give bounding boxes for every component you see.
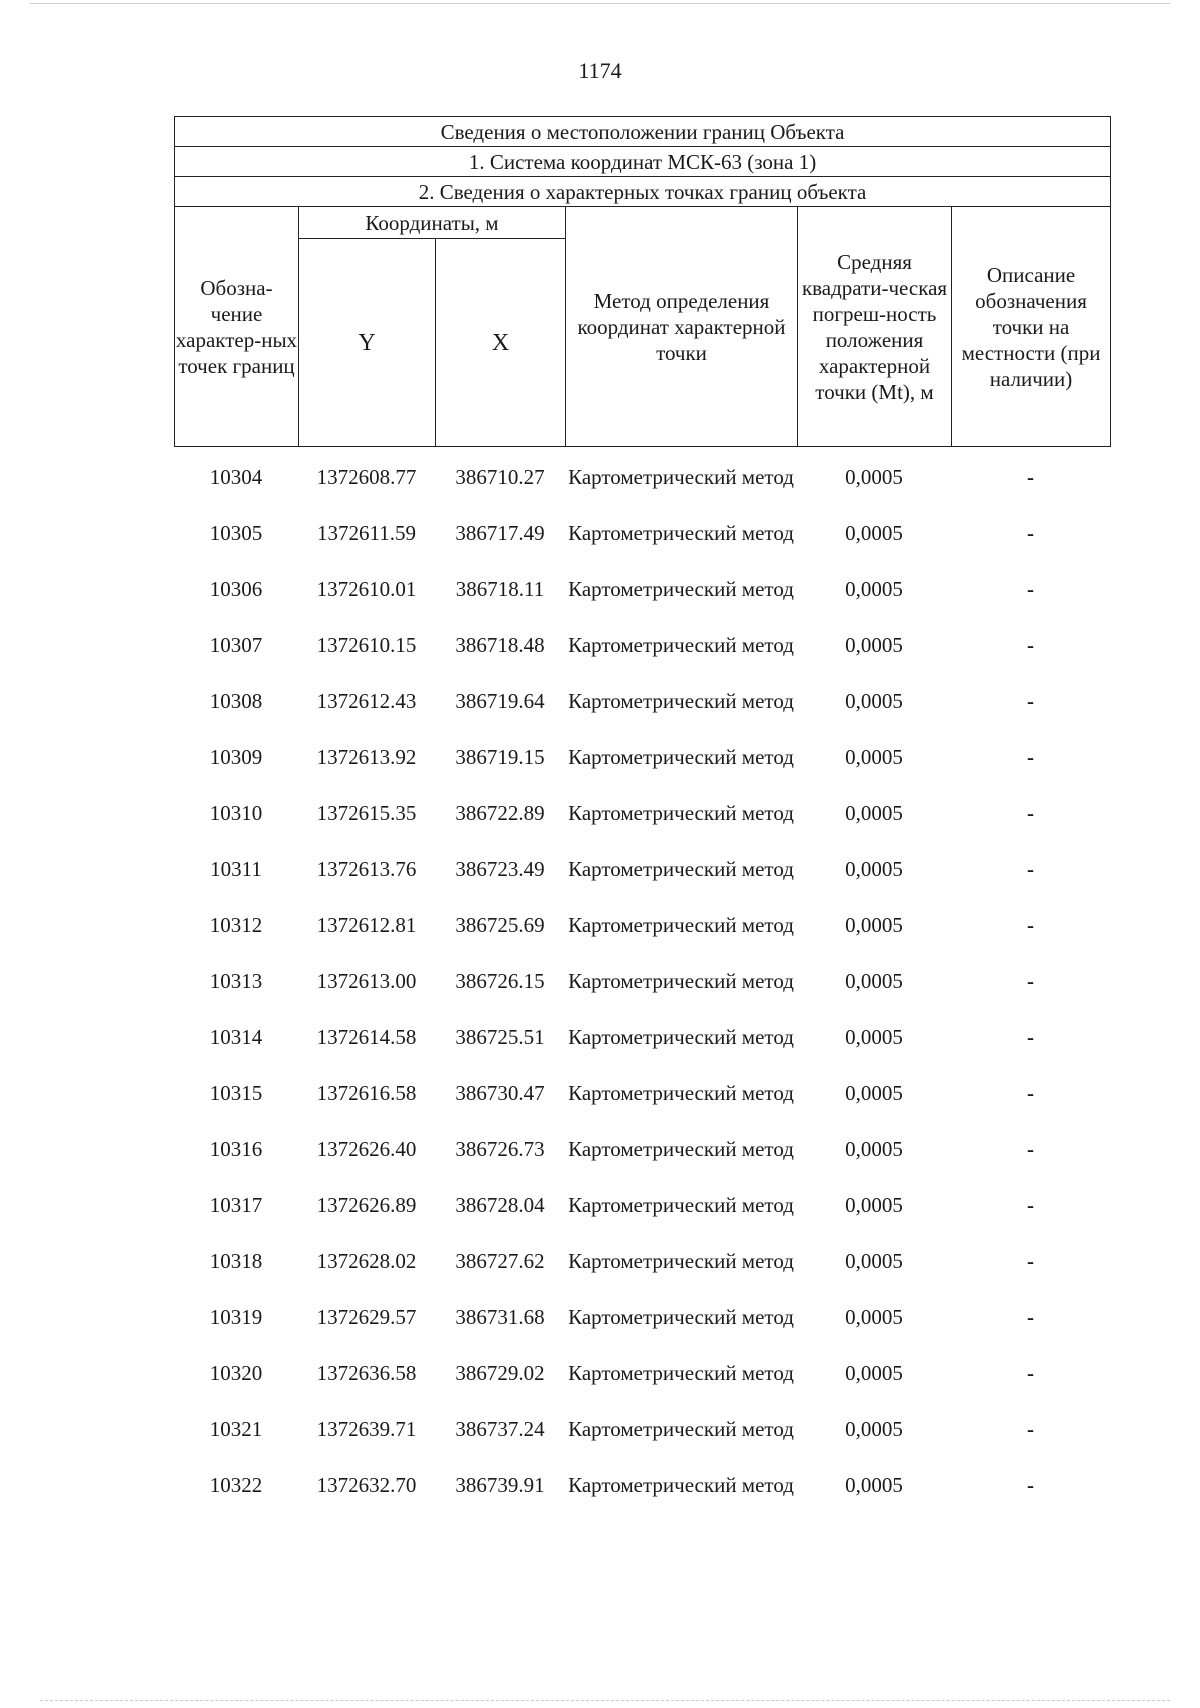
point-id: 10311 <box>210 857 262 881</box>
coordinate-y: 1372626.40 <box>316 1137 417 1161</box>
point-id: 10306 <box>209 577 263 601</box>
point-id: 10309 <box>209 745 263 769</box>
coordinate-x: 386727.62 <box>455 1249 545 1273</box>
mean-square-error: 0,0005 <box>845 1081 903 1105</box>
table-row <box>174 575 1110 631</box>
method: Картометрический метод <box>568 857 794 881</box>
coordinate-x: 386719.15 <box>455 745 545 769</box>
method: Картометрический метод <box>568 745 794 769</box>
top-scan-edge <box>30 3 1170 4</box>
method: Картометрический метод <box>568 1081 794 1105</box>
point-description: - <box>1027 633 1034 657</box>
mean-square-error: 0,0005 <box>845 1193 903 1217</box>
mean-square-error: 0,0005 <box>845 1361 903 1385</box>
coordinate-x: 386710.27 <box>455 465 545 489</box>
mean-square-error: 0,0005 <box>845 1417 903 1441</box>
table-row <box>174 463 1110 519</box>
coordinate-y: 1372610.01 <box>316 577 417 601</box>
coordinate-y: 1372611.59 <box>317 521 416 545</box>
mean-square-error: 0,0005 <box>845 1025 903 1049</box>
point-id: 10308 <box>209 689 263 713</box>
point-description: - <box>1027 857 1034 881</box>
boundary-points-table-header <box>174 116 1111 447</box>
header-error: Средняя квадрати-ческая погреш-ность положения характерной точки (Mt), м <box>798 207 952 447</box>
coordinate-y: 1372632.70 <box>316 1473 417 1497</box>
table-row <box>174 1191 1110 1247</box>
point-description: - <box>1027 745 1034 769</box>
point-id: 10321 <box>209 1417 263 1441</box>
point-id: 10315 <box>209 1081 263 1105</box>
header-coordinates: Координаты, м <box>299 207 566 239</box>
point-description: - <box>1027 1361 1034 1385</box>
table-row <box>174 631 1110 687</box>
coordinate-x: 386718.11 <box>455 577 545 601</box>
point-description: - <box>1027 1081 1034 1105</box>
table-row <box>174 1415 1110 1471</box>
header-designation: Обозна-чение характер-ных точек границ <box>175 207 299 447</box>
mean-square-error: 0,0005 <box>845 577 903 601</box>
method: Картометрический метод <box>568 1361 794 1385</box>
table-row <box>174 855 1110 911</box>
mean-square-error: 0,0005 <box>845 1305 903 1329</box>
point-id: 10319 <box>209 1305 263 1329</box>
coordinate-y: 1372613.00 <box>316 969 417 993</box>
page-number: 1174 <box>578 58 622 83</box>
mean-square-error: 0,0005 <box>845 465 903 489</box>
coordinate-y: 1372629.57 <box>316 1305 417 1329</box>
point-id: 10305 <box>209 521 263 545</box>
coordinate-x: 386722.89 <box>455 801 545 825</box>
point-description: - <box>1027 969 1034 993</box>
method: Картометрический метод <box>568 1137 794 1161</box>
method: Картометрический метод <box>568 801 794 825</box>
method: Картометрический метод <box>568 1193 794 1217</box>
coordinate-x: 386730.47 <box>455 1081 545 1105</box>
boundary-points-rows <box>174 463 1110 1527</box>
coordinate-y: 1372616.58 <box>316 1081 417 1105</box>
point-description: - <box>1027 1025 1034 1049</box>
method: Картометрический метод <box>568 1417 794 1441</box>
table-body <box>174 463 1110 1527</box>
coordinate-y: 1372613.92 <box>316 745 417 769</box>
point-description: - <box>1027 801 1034 825</box>
header-x: X <box>436 239 566 447</box>
table-row <box>174 799 1110 855</box>
header-description: Описание обозначения точки на местности (при наличии) <box>952 207 1111 447</box>
point-id: 10316 <box>209 1137 263 1161</box>
mean-square-error: 0,0005 <box>845 1473 903 1497</box>
table-row <box>174 1359 1110 1415</box>
point-description: - <box>1027 913 1034 937</box>
coordinate-y: 1372615.35 <box>316 801 417 825</box>
point-id: 10310 <box>209 801 263 825</box>
coordinate-y: 1372613.76 <box>316 857 417 881</box>
table-row <box>174 1471 1110 1527</box>
header-method: Метод определения координат характерной точки <box>566 207 798 447</box>
coordinate-x: 386725.51 <box>455 1025 545 1049</box>
points-section-row: 2. Сведения о характерных точках границ объекта <box>175 177 1111 207</box>
point-description: - <box>1027 1305 1034 1329</box>
point-id: 10318 <box>209 1249 263 1273</box>
method: Картометрический метод <box>568 1305 794 1329</box>
table-row <box>174 687 1110 743</box>
coordinate-x: 386719.64 <box>455 689 545 713</box>
point-description: - <box>1027 521 1034 545</box>
coordinate-y: 1372628.02 <box>316 1249 417 1273</box>
method: Картометрический метод <box>568 521 794 545</box>
mean-square-error: 0,0005 <box>845 1137 903 1161</box>
point-description: - <box>1027 1193 1034 1217</box>
mean-square-error: 0,0005 <box>845 969 903 993</box>
point-id: 10322 <box>209 1473 263 1497</box>
coordinate-x: 386728.04 <box>455 1193 545 1217</box>
point-id: 10317 <box>209 1193 263 1217</box>
coordinate-y: 1372626.89 <box>316 1193 417 1217</box>
mean-square-error: 0,0005 <box>845 857 903 881</box>
table-row <box>174 1303 1110 1359</box>
coordinate-x: 386737.24 <box>455 1417 545 1441</box>
method: Картометрический метод <box>568 465 794 489</box>
coordinate-y: 1372639.71 <box>316 1417 417 1441</box>
coordinate-y: 1372636.58 <box>316 1361 417 1385</box>
mean-square-error: 0,0005 <box>845 521 903 545</box>
coordinate-x: 386718.48 <box>455 633 545 657</box>
point-id: 10312 <box>209 913 263 937</box>
coordinate-y: 1372612.81 <box>316 913 417 937</box>
coordinate-x: 386726.73 <box>455 1137 545 1161</box>
point-id: 10304 <box>209 465 263 489</box>
mean-square-error: 0,0005 <box>845 745 903 769</box>
table-row <box>174 967 1110 1023</box>
mean-square-error: 0,0005 <box>845 633 903 657</box>
point-description: - <box>1027 1137 1034 1161</box>
coordinate-y: 1372612.43 <box>316 689 417 713</box>
coordinate-x: 386729.02 <box>455 1361 545 1385</box>
coordinate-y: 1372610.15 <box>316 633 417 657</box>
bottom-scan-edge <box>40 1700 1170 1701</box>
coordinate-system-row: 1. Система координат МСК-63 (зона 1) <box>175 147 1111 177</box>
coordinate-x: 386739.91 <box>455 1473 545 1497</box>
method: Картометрический метод <box>568 969 794 993</box>
table-row <box>174 911 1110 967</box>
coordinate-y: 1372614.58 <box>316 1025 417 1049</box>
mean-square-error: 0,0005 <box>845 1249 903 1273</box>
point-id: 10314 <box>209 1025 263 1049</box>
point-description: - <box>1027 1417 1034 1441</box>
method: Картометрический метод <box>568 913 794 937</box>
coordinate-x: 386717.49 <box>455 521 545 545</box>
point-description: - <box>1027 1473 1034 1497</box>
coordinate-x: 386726.15 <box>455 969 545 993</box>
method: Картометрический метод <box>568 577 794 601</box>
point-description: - <box>1027 1249 1034 1273</box>
method: Картометрический метод <box>568 1249 794 1273</box>
point-id: 10313 <box>209 969 263 993</box>
point-id: 10320 <box>209 1361 263 1385</box>
table-row <box>174 1247 1110 1303</box>
coordinate-y: 1372608.77 <box>316 465 417 489</box>
coordinate-x: 386723.49 <box>455 857 545 881</box>
point-description: - <box>1027 577 1034 601</box>
point-id: 10307 <box>209 633 263 657</box>
table-row <box>174 1079 1110 1135</box>
point-description: - <box>1027 465 1034 489</box>
method: Картометрический метод <box>568 633 794 657</box>
coordinate-x: 386731.68 <box>455 1305 545 1329</box>
method: Картометрический метод <box>568 1473 794 1497</box>
coordinate-x: 386725.69 <box>455 913 545 937</box>
table-row <box>174 1135 1110 1191</box>
table-title: Сведения о местоположении границ Объекта <box>175 117 1111 147</box>
table-row <box>174 743 1110 799</box>
point-description: - <box>1027 689 1034 713</box>
table-row <box>174 1023 1110 1079</box>
header-y: Y <box>299 239 436 447</box>
method: Картометрический метод <box>568 689 794 713</box>
mean-square-error: 0,0005 <box>845 801 903 825</box>
mean-square-error: 0,0005 <box>845 689 903 713</box>
method: Картометрический метод <box>568 1025 794 1049</box>
table-row <box>174 519 1110 575</box>
mean-square-error: 0,0005 <box>845 913 903 937</box>
